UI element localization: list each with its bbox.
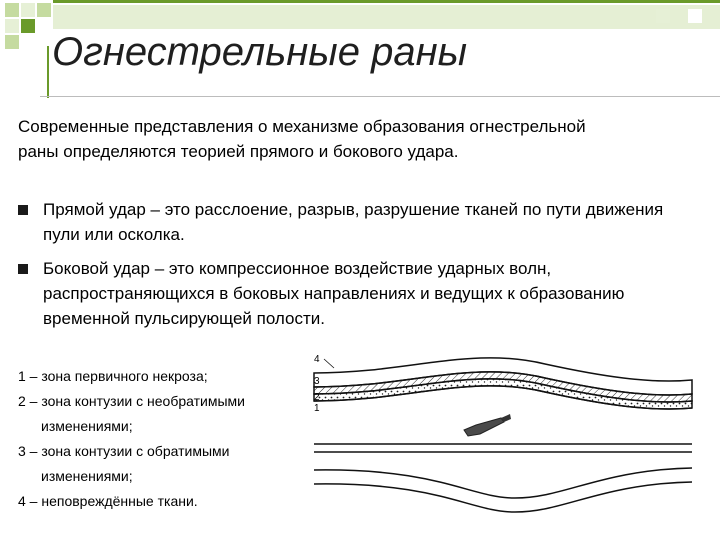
bullet-text: Боковой удар – это компрессионное воздействие ударных волн, распространяющихся в боковых направлениях и ведущих к образованию временной пульсирующей полости. [43,259,625,328]
zone-label-3: 3 [314,376,320,387]
upper-tissue-layers [314,358,692,409]
bullet-direct-impact [18,197,698,247]
zone-label-4: 4 [314,354,320,365]
bullet-icon [464,414,511,436]
wound-zones-diagram [300,348,705,520]
legend-item-3-cont: изменениями; [41,468,133,484]
lower-tissue-layers [314,444,692,512]
zone-label-1: 1 [314,403,320,414]
square-bullet-icon [18,205,28,215]
label-leader-line [324,359,334,368]
legend-item-3: 3 – зона контузии с обратимыми [18,443,230,459]
slide-title: Огнестрельные раны [52,30,468,74]
legend-item-1: 1 – зона первичного некроза; [18,368,208,384]
legend-item-2: 2 – зона контузии с необратимыми [18,393,245,409]
legend-item-2-cont: изменениями; [41,418,133,434]
bullet-text: Прямой удар – это расслоение, разрыв, разрушение тканей по пути движения пули или осколка. [43,200,664,244]
legend-item-4: 4 – неповреждённые ткани. [18,493,198,509]
bullet-lateral-impact [18,256,698,331]
square-bullet-icon [18,264,28,274]
zone-legend [18,364,318,514]
title-divider [40,96,720,97]
zone-label-2: 2 [314,392,320,403]
intro-paragraph: Современные представления о механизме образования огнестрельной раны определяются теорией прямого и бокового удара. [18,117,586,161]
